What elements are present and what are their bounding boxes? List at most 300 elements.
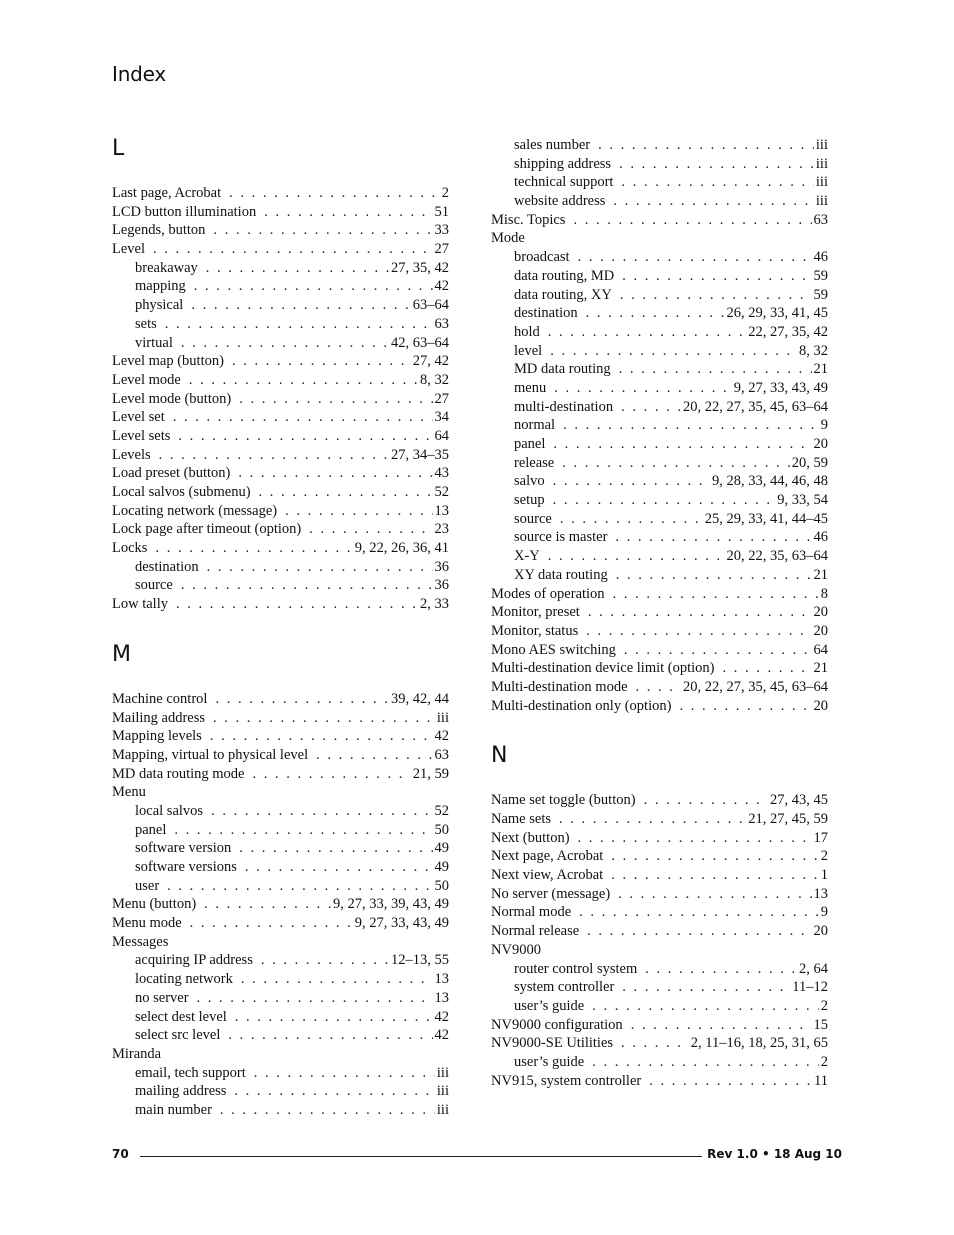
index-subentry [491, 435, 828, 454]
index-page-refs: 59 [813, 267, 828, 284]
index-entry [112, 390, 449, 409]
index-entry [491, 697, 828, 716]
index-page-refs: 36 [434, 577, 449, 594]
index-term: Multi-destination device limit (option) [491, 660, 715, 677]
index-term: Load preset (button) [112, 465, 231, 482]
index-term: broadcast [514, 249, 570, 266]
index-term: Level mode (button) [112, 390, 232, 407]
index-entry [491, 885, 828, 904]
index-subentry [491, 960, 828, 979]
dot-leader [176, 595, 418, 614]
index-page-refs: 27, 42 [412, 353, 449, 370]
index-term: salvo [514, 473, 545, 490]
index-page-refs: 20, 22, 27, 35, 45, 63–64 [683, 678, 828, 695]
index-page-refs: 20 [813, 604, 828, 621]
dot-leader [548, 323, 746, 342]
index-page-refs: 9, 33, 54 [777, 492, 828, 509]
index-entry [112, 371, 449, 390]
dot-leader [211, 802, 432, 821]
index-term: main number [135, 1101, 212, 1118]
index-entry [112, 690, 449, 709]
dot-leader [159, 446, 389, 465]
index-page-refs: 21, 27, 45, 59 [748, 811, 828, 827]
index-entry [112, 483, 449, 502]
index-page-refs: 63 [434, 315, 449, 332]
index-subentry [491, 566, 828, 585]
dot-leader [153, 240, 432, 259]
section-letter: N [491, 743, 508, 769]
index-term: user’s guide [514, 997, 585, 1014]
dot-leader [253, 765, 411, 784]
dot-leader [229, 184, 440, 203]
index-entry [112, 914, 449, 933]
index-term: shipping address [514, 155, 612, 172]
index-page-refs: 20, 22, 27, 35, 45, 63–64 [683, 398, 828, 415]
index-page-refs: 21 [813, 361, 828, 378]
index-term: local salvos [135, 802, 204, 819]
index-page-refs: 63 [434, 746, 449, 763]
index-term: Messages [112, 933, 169, 950]
index-term: Local salvos (submenu) [112, 484, 251, 500]
dot-leader [181, 576, 433, 595]
index-term: Level map (button) [112, 353, 224, 370]
index-term: mapping [135, 278, 186, 295]
index-term: website address [514, 193, 606, 210]
index-entry [491, 903, 828, 922]
index-page-refs: 33 [434, 222, 449, 239]
index-subentry [491, 454, 828, 473]
index-subentry [491, 547, 828, 566]
index-term: breakaway [135, 259, 198, 276]
dot-leader [562, 454, 790, 473]
index-subentry [112, 821, 449, 840]
index-entry [491, 585, 828, 604]
section-letter: M [112, 641, 131, 667]
index-term: NV9000 [491, 941, 541, 958]
dot-leader [554, 379, 732, 398]
index-entry [491, 810, 828, 829]
index-term: setup [514, 492, 545, 509]
dot-leader [587, 922, 811, 941]
index-entry [112, 240, 449, 259]
dot-leader [189, 371, 418, 390]
index-page-refs: 26, 29, 33, 41, 45 [726, 305, 828, 322]
index-column-right [491, 136, 828, 1090]
index-entry [112, 895, 449, 914]
index-entry [112, 727, 449, 746]
dot-leader [155, 539, 352, 558]
dot-leader [598, 136, 814, 155]
index-term: source is master [514, 529, 608, 546]
dot-leader [220, 1101, 435, 1120]
index-entry [112, 765, 449, 784]
index-term: data routing, XY [514, 286, 612, 303]
index-page-refs: 20, 59 [791, 454, 828, 471]
index-page-refs: 34 [434, 409, 449, 426]
index-page-refs: 13 [813, 885, 828, 902]
index-page-refs: 46 [813, 529, 828, 546]
dot-leader [245, 858, 433, 877]
index-page-refs: 13 [434, 502, 449, 519]
index-subentry [112, 970, 449, 989]
index-page-refs: iii [815, 174, 828, 191]
index-page-refs: 27 [434, 390, 449, 407]
index-entry [491, 622, 828, 641]
index-term: router control system [514, 960, 638, 977]
index-page-refs: iii [815, 155, 828, 172]
dot-leader [586, 304, 725, 323]
index-page-refs: iii [815, 193, 828, 210]
index-entry [491, 1072, 828, 1091]
index-term: Normal mode [491, 904, 572, 921]
dot-leader [316, 746, 432, 765]
index-term: normal [514, 417, 556, 434]
index-entry [491, 1016, 828, 1035]
dot-leader [309, 520, 432, 539]
index-term: locating network [135, 971, 233, 988]
page-number: 70 [112, 1147, 129, 1161]
index-subentry [112, 259, 449, 278]
index-page-refs: 9 [820, 904, 828, 921]
dot-leader [622, 267, 811, 286]
index-subentry [112, 1101, 449, 1120]
index-entry [491, 678, 828, 697]
dot-leader [204, 895, 331, 914]
index-term: Low tally [112, 596, 168, 613]
index-page-refs: iii [436, 1101, 449, 1118]
index-page-refs: 43 [434, 465, 449, 482]
index-term: Misc. Topics [491, 211, 566, 228]
dot-leader [261, 951, 389, 970]
index-entry [112, 352, 449, 371]
dot-leader [206, 259, 389, 278]
index-page-refs: 63 [813, 211, 828, 228]
dot-leader [619, 155, 814, 174]
index-page-refs: 21 [813, 566, 828, 583]
dot-leader [592, 1053, 819, 1072]
index-subentry [491, 267, 828, 286]
dot-leader [619, 360, 812, 379]
index-subentry [112, 989, 449, 1008]
index-subentry [491, 248, 828, 267]
index-term: select src level [135, 1027, 221, 1044]
index-page-refs: 2, 64 [799, 960, 828, 977]
index-entry [491, 866, 828, 885]
index-entry [491, 847, 828, 866]
index-entry [491, 659, 828, 678]
index-term: Lock page after timeout (option) [112, 521, 302, 538]
dot-leader [213, 221, 432, 240]
index-page-refs: 21, 59 [412, 765, 449, 782]
index-term: Mode [491, 230, 525, 247]
index-subentry [491, 398, 828, 417]
index-page-refs: 49 [434, 859, 449, 875]
index-page-refs: 50 [434, 877, 449, 894]
index-page-refs: 12–13, 55 [391, 952, 449, 969]
index-subentry [491, 286, 828, 305]
index-page-refs: 27 [434, 241, 449, 258]
index-subentry [112, 334, 449, 353]
index-column-left [112, 136, 449, 1120]
dot-leader [190, 914, 353, 933]
index-subentry [491, 491, 828, 510]
index-page-refs: 8 [820, 585, 828, 602]
dot-leader [621, 173, 813, 192]
index-page-refs: 20 [813, 622, 828, 639]
index-page-refs: 36 [434, 558, 449, 575]
index-term: XY data routing [514, 566, 608, 583]
dot-leader [615, 528, 811, 547]
index-entry [491, 603, 828, 622]
index-page-refs: 46 [813, 249, 828, 266]
index-term: user’s guide [514, 1053, 585, 1070]
index-subentry [491, 978, 828, 997]
index-page-refs: 9, 27, 33, 43, 49 [733, 379, 828, 396]
index-term: Miranda [112, 1045, 162, 1062]
index-term: Next page, Acrobat [491, 848, 604, 865]
dot-leader [181, 334, 389, 353]
index-page-refs: 22, 27, 35, 42 [748, 323, 828, 340]
index-term: system controller [514, 979, 615, 996]
dot-leader [239, 390, 432, 409]
index-term: Multi-destination mode [491, 678, 628, 695]
index-page-refs: 20 [813, 436, 828, 452]
index-page-refs: 52 [434, 802, 449, 819]
dot-leader [197, 989, 433, 1008]
index-subentry [112, 839, 449, 858]
dot-leader [624, 641, 812, 660]
index-term: email, tech support [135, 1064, 246, 1081]
dot-leader [613, 585, 819, 604]
index-term: software versions [135, 859, 237, 875]
index-subentry [112, 315, 449, 334]
dot-leader [178, 427, 432, 446]
index-page-refs: 64 [813, 641, 828, 658]
index-page-refs: 2 [441, 185, 449, 201]
dot-leader [636, 678, 681, 697]
index-term: software version [135, 840, 232, 857]
dot-leader [194, 277, 433, 296]
dot-leader [207, 558, 433, 577]
index-term: Modes of operation [491, 585, 605, 602]
dot-leader [241, 970, 433, 989]
footer-rule [140, 1156, 702, 1157]
dot-leader [592, 997, 819, 1016]
index-subentry [112, 1008, 449, 1027]
section-gap [112, 614, 449, 642]
index-page-refs: 15 [813, 1016, 828, 1033]
index-entry [112, 446, 449, 465]
index-entry [112, 520, 449, 539]
index-page-refs: iii [815, 137, 828, 153]
dot-leader [165, 315, 433, 334]
index-page-refs: 13 [434, 989, 449, 1006]
index-subentry [112, 877, 449, 896]
index-entry [112, 783, 449, 802]
index-page-refs: 42 [434, 728, 449, 745]
index-page-refs: 23 [434, 521, 449, 538]
index-subentry [112, 1064, 449, 1083]
dot-leader [621, 398, 681, 417]
index-entry [491, 211, 828, 230]
dot-leader [232, 352, 411, 371]
index-entry [491, 791, 828, 810]
index-subentry [491, 528, 828, 547]
index-term: Next view, Acrobat [491, 867, 604, 884]
index-term: source [135, 577, 173, 594]
index-page-refs: iii [436, 1083, 449, 1100]
index-entry [112, 539, 449, 558]
index-page-refs: 9, 28, 33, 44, 46, 48 [712, 473, 828, 490]
dot-leader [285, 502, 432, 521]
index-page-refs: 52 [434, 484, 449, 500]
index-entry [491, 941, 828, 960]
index-subentry [112, 802, 449, 821]
index-term: release [514, 454, 555, 471]
index-subentry [491, 997, 828, 1016]
index-subentry [491, 136, 828, 155]
index-subentry [491, 510, 828, 529]
dot-leader [620, 286, 812, 305]
dot-leader [616, 566, 812, 585]
index-entry [112, 933, 449, 952]
index-term: sales number [514, 137, 591, 153]
index-subentry [491, 416, 828, 435]
index-term: physical [135, 297, 184, 314]
index-entry [112, 746, 449, 765]
index-page-refs: 1 [820, 867, 828, 884]
index-term: Mono AES switching [491, 641, 616, 658]
index-term: No server (message) [491, 885, 611, 902]
dot-leader [174, 821, 432, 840]
dot-leader [228, 1026, 432, 1045]
index-term: X-Y [514, 548, 540, 565]
index-page-refs: 2 [820, 1053, 828, 1070]
dot-leader [578, 829, 812, 848]
index-term: Level mode [112, 371, 181, 388]
index-term: NV915, system controller [491, 1072, 642, 1089]
index-term: Menu (button) [112, 896, 197, 913]
index-term: mailing address [135, 1083, 227, 1100]
index-subentry [112, 296, 449, 315]
index-subentry [491, 472, 828, 491]
index-page-refs: 2, 33 [420, 596, 449, 613]
index-page-refs: 64 [434, 427, 449, 444]
dot-leader [723, 659, 812, 678]
index-subentry [112, 1082, 449, 1101]
dot-leader [235, 1008, 433, 1027]
index-entry [112, 1045, 449, 1064]
index-entry [112, 464, 449, 483]
index-term: Multi-destination only (option) [491, 697, 672, 714]
revision-label: Rev 1.0 • 18 Aug 10 [707, 1147, 842, 1161]
index-page-refs: 42 [434, 1008, 449, 1025]
dot-leader [234, 1082, 434, 1101]
section-letter: L [112, 136, 125, 161]
index-subentry [112, 951, 449, 970]
index-page-refs: 8, 32 [420, 371, 449, 388]
index-term: panel [514, 436, 546, 452]
dot-leader [259, 483, 433, 502]
index-subentry [491, 173, 828, 192]
index-page-refs: 42 [434, 278, 449, 295]
index-term: Next (button) [491, 829, 570, 846]
dot-leader [588, 603, 812, 622]
index-term: Level set [112, 409, 165, 426]
dot-leader [611, 866, 819, 885]
index-page-refs: 13 [434, 971, 449, 988]
dot-leader [649, 1072, 812, 1091]
index-entry [112, 709, 449, 728]
dot-leader [550, 342, 797, 361]
index-term: data routing, MD [514, 267, 615, 284]
index-term: Monitor, status [491, 622, 579, 639]
index-subentry [112, 277, 449, 296]
index-entry [112, 184, 449, 203]
index-subentry [112, 558, 449, 577]
index-subentry [491, 1053, 828, 1072]
dot-leader [645, 960, 797, 979]
dot-leader [560, 510, 703, 529]
index-page-refs: 27, 35, 42 [391, 259, 449, 276]
section-gap [491, 715, 828, 743]
dot-leader [579, 903, 819, 922]
index-term: panel [135, 821, 167, 838]
index-term: select dest level [135, 1008, 227, 1025]
index-term: source [514, 510, 552, 527]
dot-leader [210, 727, 433, 746]
dot-leader [238, 464, 432, 483]
index-term: Menu [112, 784, 146, 801]
index-term: Mapping, virtual to physical level [112, 746, 309, 763]
index-page-refs: iii [436, 1064, 449, 1081]
index-subentry [491, 155, 828, 174]
index-page-refs: 9, 22, 26, 36, 41 [354, 540, 449, 557]
index-subentry [112, 858, 449, 877]
index-entry [491, 829, 828, 848]
dot-leader [586, 622, 811, 641]
index-term: Normal release [491, 923, 580, 940]
index-page-refs: 11 [814, 1072, 828, 1089]
index-page-refs: 9 [820, 417, 828, 434]
dot-leader [548, 547, 725, 566]
index-term: Name set toggle (button) [491, 792, 636, 809]
dot-leader [679, 697, 811, 716]
index-subentry [491, 304, 828, 323]
index-subentry [491, 379, 828, 398]
index-term: Locks [112, 540, 148, 557]
index-subentry [491, 323, 828, 342]
index-page-refs: 20 [813, 923, 828, 940]
index-term: Locating network (message) [112, 502, 278, 519]
index-term: Last page, Acrobat [112, 185, 222, 201]
index-entry [491, 641, 828, 660]
index-term: acquiring IP address [135, 952, 253, 969]
index-subentry [491, 192, 828, 211]
index-term: Machine control [112, 690, 208, 707]
dot-leader [239, 839, 432, 858]
index-page-refs: 25, 29, 33, 41, 44–45 [704, 510, 828, 527]
index-entry [112, 221, 449, 240]
index-subentry [112, 576, 449, 595]
dot-leader [553, 491, 776, 510]
index-page-refs: 9, 27, 33, 43, 49 [354, 915, 449, 932]
index-term: Level [112, 241, 146, 258]
index-page-refs: 63–64 [412, 297, 449, 314]
index-term: Level sets [112, 427, 171, 444]
dot-leader [563, 416, 819, 435]
dot-leader [264, 203, 432, 222]
